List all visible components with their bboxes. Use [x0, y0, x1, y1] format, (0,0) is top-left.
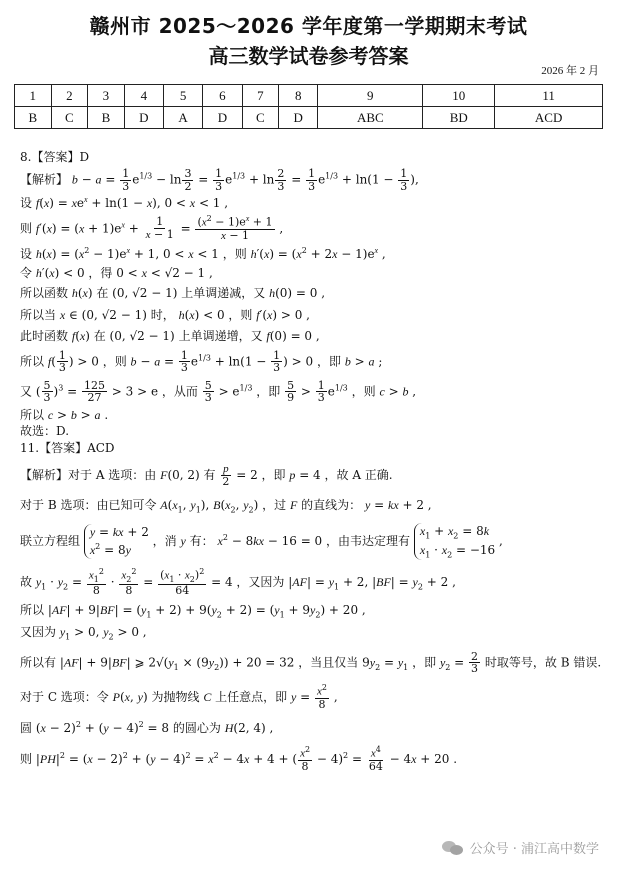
q11-line-system: 联立方程组 y = kx + 2 $x^2 = 8y$ ，消 y 有： $x^2 - 8kx - 16 = 0$ ，由韦达定理有 $x_1 + x_2 = 8k$ $x_1 \cdot x_2 = -16$ ,	[20, 524, 503, 559]
answer-cell: B	[15, 107, 52, 129]
q11-line-distance: 则 $|PH|^2 = (x - 2)^2 + (y - 4)^2 = x^2 - 4x + 4$ + ( $\frac{x^2}{8}$ − 4)$^2$ = $\frac{x^4}{64}$ − 4x + 20 .	[20, 745, 458, 774]
exam-date: 2026 年 2 月	[541, 65, 599, 77]
answer-cell: D	[203, 107, 242, 129]
question-number-cell: 9	[318, 85, 423, 107]
q11-line-circle: 圆 $(x - 2)^2 + (y - 4)^2 = 8$ 的圆心为 H(2, 4) ,	[20, 719, 274, 735]
answer-cell: D	[124, 107, 163, 129]
q8-line-2: 设 $f(x) = xe^x + \ln(1 - x)$, 0 < x < 1 ,	[20, 195, 229, 211]
question-number-cell: 3	[88, 85, 125, 107]
question-number-cell: 8	[279, 85, 318, 107]
q8-line-4: 设 $h(x) = (x^2 - 1)e^x + 1$, 0 < x < 1 ，则 $h'(x) = (x^2 + 2x - 1)e^x$ ,	[20, 245, 386, 261]
q11-line-b: 对于 B 选项：由已知可令 $A(x_1$, $y_1$), $B(x_2$, $y_2$) ，过 F 的直线为： y = kx + 2 ,	[20, 498, 432, 515]
answer-cell: ACD	[495, 107, 603, 129]
answer-cell: ABC	[318, 107, 423, 129]
page-subtitle: 高三数学试卷参考答案	[208, 44, 409, 68]
answer-cell: B	[88, 107, 125, 129]
question-number-cell: 2	[51, 85, 88, 107]
answer-cell: C	[242, 107, 279, 129]
q8-heading: 8.【答案】D	[20, 150, 90, 164]
q11-line-inequality: 所以有 |AF| + 9|BF| ⩾ $2√(y_1 \times (9y_2)) + 20 = 32$ ，当且仅当 $9y_2 = y_1$ ，即 $y_2$ = $\frac{2}{3}$ 时取等号，故 B 错误.	[20, 649, 602, 676]
q8-line-3: 则 $f'(x) = (x + 1)e^x$ + $\frac{1}{x - 1}$ = $\frac{(x^2 - 1)e^x + 1}{x - 1}$ ,	[20, 213, 284, 243]
answer-table-numbers-row	[15, 85, 603, 107]
question-number-cell: 6	[203, 85, 242, 107]
q8-line-1: 【解析】 b − a = $\frac{1}{3}$ $e^{1/3} - \ln$ $\frac{3}{2}$ = $\frac{1}{3}$ $e^{1/3} + \ln$ $\frac{2}{3}$ = $\frac{1}{3}$ $e^{1/3} + \ln(1$ − $\frac{1}{3}$ ),	[20, 167, 419, 193]
question-number-cell: 10	[423, 85, 495, 107]
q11-line-positive: 又因为 $y_1 > 0$, $y_2 > 0$ ,	[20, 624, 147, 642]
q11-line-product: 故 $y_1 \cdot y_2$ = $\frac{x_1^2}{8}$ · $\frac{x_2^2}{8}$ = $\frac{(x_1 \cdot x_2)^2}{64}$ = 4 ，又因为 $|AF| = y_1 + 2$, $|BF| = y_2 + 2$ ,	[20, 567, 456, 598]
solutions-body	[20, 150, 605, 773]
question-number-cell: 4	[124, 85, 163, 107]
q8-conclusion: 故选：D.	[20, 424, 70, 439]
question-number-cell: 5	[163, 85, 202, 107]
question-number-cell: 11	[495, 85, 603, 107]
q8-line-10: 又 ( $\frac{5}{3}$ )$^3$ = $\frac{125}{27}$ > 3 > e ，从而 $\frac{5}{3}$ > $e^{1/3}$ ，即 $\frac{5}{9}$ > $\frac{1}{3}$ $e^{1/3}$ ，则 c > b ,	[20, 378, 417, 405]
answer-table	[14, 84, 603, 129]
q8-line-5: 令 h′(x) < 0 ，得 0 < x < √2 − 1 ,	[20, 266, 213, 281]
q11-line-sum: 所以 $|AF| + 9|BF| = (y_1 + 2) + 9(y_2 + 2) = (y_1 + 9y_2) + 20$ ,	[20, 602, 366, 620]
answer-cell: A	[163, 107, 202, 129]
q8-line-9: 所以 f( $\frac{1}{3}$ ) > 0 ，则 b − a = $\frac{1}{3}$ $e^{1/3} + \ln(1$ − $\frac{1}{3}$ ) > 0 ，即 b > a ;	[20, 348, 383, 375]
answer-table-answers-row	[15, 107, 603, 129]
page-title: 赣州市 2025～2026 学年度第一学期期末考试	[89, 14, 528, 38]
q11-line-a: 【解析】对于 A 选项：由 F(0, 2) 有 $\frac{p}{2}$ = 2 ，即 p = 4 ，故 A 正确.	[20, 462, 393, 489]
q8-line-7: 所以当 x ∈ (0, √2 − 1) 时， h(x) < 0 ，则 f′(x) > 0 ,	[20, 307, 310, 322]
q8-line-6: 所以函数 h(x) 在 (0, √2 − 1) 上单调递减，又 h(0) = 0 ,	[20, 286, 326, 301]
wechat-icon	[442, 840, 464, 856]
q11-heading: 11.【答案】ACD	[20, 440, 115, 455]
q8-line-11: 所以 c > b > a .	[20, 407, 109, 422]
answer-cell: C	[51, 107, 88, 129]
watermark	[442, 838, 599, 857]
question-number-cell: 1	[15, 85, 52, 107]
q11-line-c: 对于 C 选项：令 P(x, y) 为抛物线 C 上任意点，即 y = $\frac{x^2}{8}$ ,	[20, 683, 338, 712]
q8-line-8: 此时函数 f(x) 在 (0, √2 − 1) 上单调递增，又 f(0) = 0 ,	[20, 329, 320, 344]
answer-cell: D	[279, 107, 318, 129]
watermark-text: 公众号 · 浦江高中数学	[469, 842, 599, 857]
answer-cell: BD	[423, 107, 495, 129]
question-number-cell: 7	[242, 85, 279, 107]
